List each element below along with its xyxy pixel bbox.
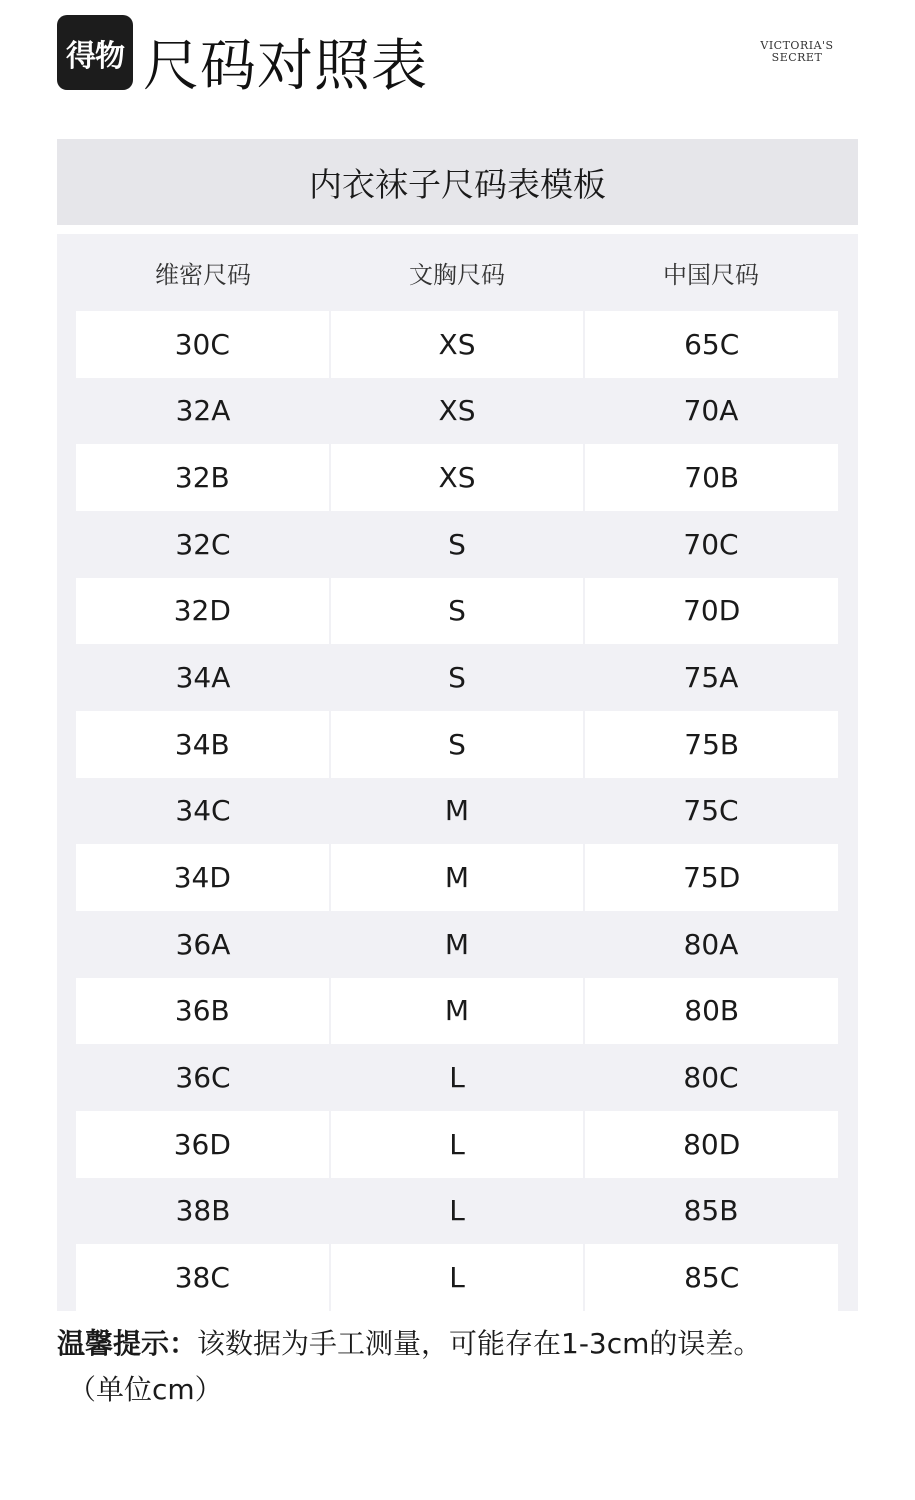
table-cell: L <box>449 1194 465 1228</box>
column-header-bra-size: 文胸尺码 <box>409 260 505 289</box>
table-cell: S <box>329 578 584 645</box>
table-cell: 75D <box>583 844 838 911</box>
dewu-logo: 得物 <box>57 15 133 90</box>
table-cell: 70A <box>683 394 739 428</box>
table-cell: 32A <box>175 394 231 428</box>
table-cell: 70D <box>583 578 838 645</box>
table-row <box>76 778 838 845</box>
table-cell: 36A <box>175 927 231 961</box>
table-row <box>76 444 838 511</box>
table-row <box>76 644 838 711</box>
table-cell: M <box>329 978 584 1045</box>
table-row <box>76 844 838 911</box>
table-row <box>76 1111 838 1178</box>
table-cell: 65C <box>583 311 838 378</box>
table-cell: 75B <box>583 711 838 778</box>
table-cell: M <box>444 927 470 961</box>
table-cell: 80C <box>683 1061 739 1095</box>
table-cell: S <box>448 661 466 695</box>
column-header-vs-size: 维密尺码 <box>155 260 251 289</box>
table-row <box>76 911 838 978</box>
table-row <box>76 511 838 578</box>
table-cell: XS <box>329 444 584 511</box>
table-cell: XS <box>438 394 476 428</box>
table-cell: M <box>444 794 470 828</box>
table-cell: 75C <box>683 794 739 828</box>
tip-note <box>57 1320 877 1368</box>
brand-line-2: SECRET <box>771 51 823 64</box>
table-cell: XS <box>329 311 584 378</box>
table-cell: 32C <box>175 527 231 561</box>
table-cell: 32B <box>76 444 329 511</box>
table-row <box>76 711 838 778</box>
table-cell: 36D <box>76 1111 329 1178</box>
table-cell: 80B <box>583 978 838 1045</box>
table-cell: 32D <box>76 578 329 645</box>
table-cell: L <box>329 1111 584 1178</box>
table-row <box>76 1244 838 1311</box>
table-cell: 38C <box>76 1244 329 1311</box>
table-cell: 38B <box>175 1194 231 1228</box>
size-table <box>57 234 858 1311</box>
table-body <box>76 311 838 1311</box>
table-cell: 85C <box>583 1244 838 1311</box>
page-title: 尺码对照表 <box>143 34 428 99</box>
table-row <box>76 311 838 378</box>
table-cell: 80D <box>583 1111 838 1178</box>
table-cell: S <box>448 527 466 561</box>
table-row <box>76 1178 838 1245</box>
table-cell: 30C <box>76 311 329 378</box>
brand-line-1: VICTORIA'S <box>760 39 834 52</box>
table-cell: 70B <box>583 444 838 511</box>
table-title: 内衣袜子尺码表模板 <box>57 139 858 225</box>
table-cell: 80A <box>683 927 739 961</box>
unit-note: （单位cm） <box>68 1373 223 1406</box>
table-cell: 70C <box>683 527 739 561</box>
table-cell: 36C <box>175 1061 231 1095</box>
table-cell: L <box>449 1061 465 1095</box>
table-cell: M <box>329 844 584 911</box>
tip-text: 该数据为手工测量，可能存在1-3cm的误差。 <box>197 1327 762 1360</box>
table-cell: L <box>329 1244 584 1311</box>
tip-label: 温馨提示： <box>57 1327 198 1360</box>
table-cell: 75A <box>683 661 739 695</box>
table-cell: 34C <box>175 794 231 828</box>
table-row <box>76 578 838 645</box>
table-row <box>76 978 838 1045</box>
table-cell: 34B <box>76 711 329 778</box>
table-cell: 34D <box>76 844 329 911</box>
column-header-cn-size: 中国尺码 <box>663 260 759 289</box>
table-cell: 34A <box>175 661 231 695</box>
table-cell: S <box>329 711 584 778</box>
table-row <box>76 378 838 445</box>
table-cell: 36B <box>76 978 329 1045</box>
victorias-secret-logo <box>752 40 842 64</box>
table-cell: 85B <box>683 1194 739 1228</box>
table-row <box>76 1044 838 1111</box>
table-header-row <box>76 234 838 310</box>
